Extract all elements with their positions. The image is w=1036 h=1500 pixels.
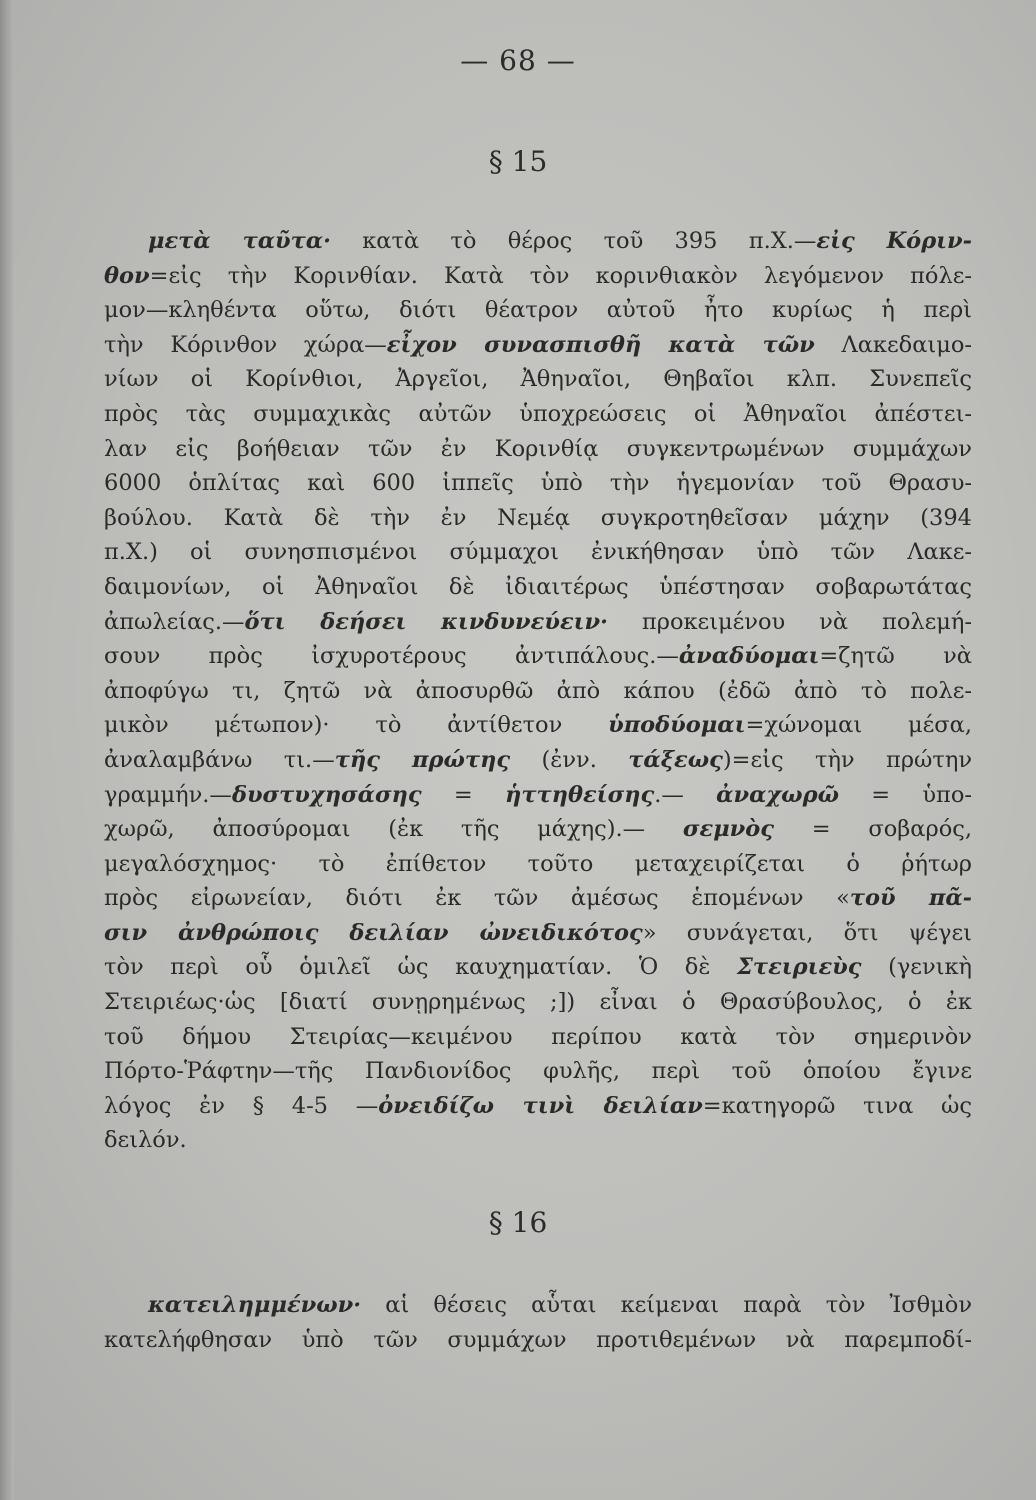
text-run: σουν πρὸς ἰσχυροτέρους ἀντιπάλους.— — [104, 643, 679, 670]
text-run: .— — [654, 781, 717, 808]
section-heading-16: § 16 — [488, 1206, 548, 1239]
text-run: ἀπωλείας.— — [104, 608, 245, 635]
text-line — [104, 397, 972, 432]
lemma-term: τοῦ πᾶ- — [849, 885, 972, 912]
text-run: Λακεδαιμο- — [814, 331, 972, 358]
text-run: ἀναλαμβάνω τι.— — [104, 746, 335, 773]
text-line — [104, 362, 972, 397]
text-line — [104, 916, 972, 951]
lemma-term: δυστυχησάσης — [231, 781, 422, 808]
lemma-term: σιν ἀνθρώποις δειλίαν ὠνειδικότος — [104, 919, 643, 946]
text-run: (ἐνν. — [510, 746, 629, 773]
section-16-body — [104, 1288, 972, 1357]
text-run: τὴν Κόρινθον χώρα— — [104, 331, 387, 358]
lemma-term: εἶχον συνασπισθῆ κατὰ τῶν — [386, 331, 815, 358]
text-line — [104, 847, 972, 882]
text-run: δειλόν. — [104, 1127, 187, 1154]
lemma-term: Στειριεὺς — [737, 954, 862, 981]
text-line — [104, 985, 972, 1020]
text-run: μικὸν μέτωπον)· τὸ ἀντίθετον — [104, 712, 609, 739]
text-run: =χώνομαι μέσα, — [745, 712, 972, 739]
text-line — [104, 1123, 972, 1158]
text-line — [104, 293, 972, 328]
text-run: π.Χ.) οἱ συνησπισμένοι σύμμαχοι ἐνικήθησαν ὑπὸ τῶν Λακε- — [104, 539, 972, 566]
section-heading-15: § 15 — [488, 145, 548, 178]
text-run: 6000 ὁπλίτας καὶ 600 ἱππεῖς ὑπὸ τὴν ἡγεμονίαν τοῦ Θρασυ- — [104, 470, 972, 497]
lemma-term: εἰς Κόριν- — [816, 228, 972, 254]
text-run: (γενικὴ — [861, 954, 972, 981]
text-run: κατελήφθησαν ὑπὸ τῶν συμμάχων προτιθεμένων νὰ παρεμποδί- — [104, 1326, 972, 1353]
text-run: τοῦ δήμου Στειρίας—κειμένου περίπου κατὰ τὸν σημερινὸν — [104, 1023, 972, 1050]
lemma-term: ἡττηθείσης — [505, 781, 655, 808]
text-line — [104, 605, 972, 640]
text-run: ἀποφύγω τι, ζητῶ νὰ ἀποσυρθῶ ἀπὸ κάπου (ἐδῶ ἀπὸ τὸ πολε- — [104, 677, 972, 704]
text-line — [104, 812, 972, 847]
text-line — [104, 501, 972, 536]
text-run: τὸν περὶ οὗ ὁμιλεῖ ὡς καυχηματίαν. Ὁ δὲ — [104, 954, 738, 981]
text-line — [104, 432, 972, 467]
text-run: )=εἰς τὴν πρώτην — [722, 746, 972, 773]
text-run: » συνάγεται, ὅτι ψέγει — [642, 919, 972, 946]
text-run: βούλου. Κατὰ δὲ τὴν ἐν Νεμέᾳ συγκροτηθεῖσαν μάχην (394 — [104, 504, 972, 531]
text-line — [104, 1054, 972, 1089]
text-run: Στειριέως·ὡς [διατί συνῃρημένως ;]) εἶναι ὁ Θρασύβουλος, ὁ ἐκ — [104, 989, 972, 1016]
lemma-term: τάξεως — [628, 746, 723, 773]
page-edge-shadow — [0, 0, 14, 1500]
text-line — [104, 881, 972, 916]
text-run: χωρῶ, ἀποσύρομαι (ἐκ τῆς μάχης).— — [104, 816, 683, 843]
text-run: πρὸς εἰρωνείαν, διότι ἐκ τῶν ἀμέσως ἑπομένων « — [104, 885, 850, 912]
text-run: = σοβαρός, — [773, 816, 972, 843]
text-run: πρὸς τὰς συμμαχικὰς αὐτῶν ὑποχρεώσεις οἱ Ἀθηναῖοι ἀπέστει- — [104, 400, 972, 427]
text-line — [104, 778, 972, 813]
lemma-term: ὀνειδίζω τινὶ δειλίαν — [378, 1092, 703, 1119]
lemma-term: θον — [104, 262, 150, 289]
lemma-term: ἀναδύομαι — [678, 643, 820, 670]
text-line — [104, 743, 972, 778]
text-run: λαν εἰς βοήθειαν τῶν ἐν Κορινθίᾳ συγκεντρωμένων συμμάχων — [104, 435, 972, 462]
text-run: μον—κληθέντα οὕτω, διότι θέατρον αὐτοῦ ἦτο κυρίως ἡ περὶ — [104, 297, 972, 324]
text-line — [104, 328, 972, 363]
text-run: = — [421, 781, 505, 808]
lemma-term: τῆς πρώτης — [334, 746, 511, 773]
text-run: μεγαλόσχημος· τὸ ἐπίθετον τοῦτο μεταχειρίζεται ὁ ῥήτωρ — [104, 850, 972, 877]
text-run: προκειμένου νὰ πολεμή- — [607, 608, 972, 635]
text-line — [104, 224, 972, 259]
text-run: Πόρτο-Ῥάφτην—τῆς Πανδιονίδος φυλῆς, περὶ τοῦ ὁποίου ἔγινε — [104, 1058, 972, 1085]
text-run: νίων οἱ Κορίνθιοι, Ἀργεῖοι, Ἀθηναῖοι, Θηβαῖοι κλπ. Συνεπεῖς — [104, 366, 972, 393]
text-run: =ζητῶ νὰ — [819, 643, 972, 670]
text-line — [104, 535, 972, 570]
lemma-term: ἀναχωρῶ — [716, 781, 839, 808]
lemma-term: σεμνὸς — [682, 816, 774, 843]
text-line — [104, 1323, 972, 1358]
text-run: αἱ θέσεις αὗται κείμεναι παρὰ τὸν Ἰσθμὸν — [361, 1292, 972, 1318]
text-run: κατὰ τὸ θέρος τοῦ 395 π.Χ.— — [330, 228, 817, 254]
text-line — [104, 1288, 972, 1323]
lemma-term: μετὰ ταῦτα· — [148, 228, 331, 254]
text-run: δαιμονίων, οἱ Ἀθηναῖοι δὲ ἰδιαιτέρως ὑπέστησαν σοβαρωτάτας — [104, 573, 972, 600]
page-number: — 68 — — [460, 44, 576, 77]
text-line — [104, 708, 972, 743]
text-run: = ὑπο- — [839, 781, 972, 808]
text-run: =εἰς τὴν Κορινθίαν. Κατὰ τὸν κορινθιακὸν λεγόμενον πόλε- — [149, 262, 972, 289]
text-run: λόγος ἐν § 4-5 — — [104, 1092, 379, 1119]
text-run: γραμμήν.— — [104, 781, 232, 808]
text-line — [104, 466, 972, 501]
lemma-term: κατειλημμένων· — [148, 1292, 362, 1318]
text-line — [104, 570, 972, 605]
lemma-term: ὅτι δεήσει κινδυνεύειν· — [244, 608, 608, 635]
text-line — [104, 639, 972, 674]
section-15-body — [104, 224, 972, 1158]
text-line — [104, 1089, 972, 1124]
lemma-term: ὑποδύομαι — [608, 712, 746, 739]
text-line — [104, 674, 972, 709]
text-run: =κατηγορῶ τινα ὡς — [702, 1092, 972, 1119]
text-line — [104, 1020, 972, 1055]
text-line — [104, 259, 972, 294]
text-line — [104, 950, 972, 985]
